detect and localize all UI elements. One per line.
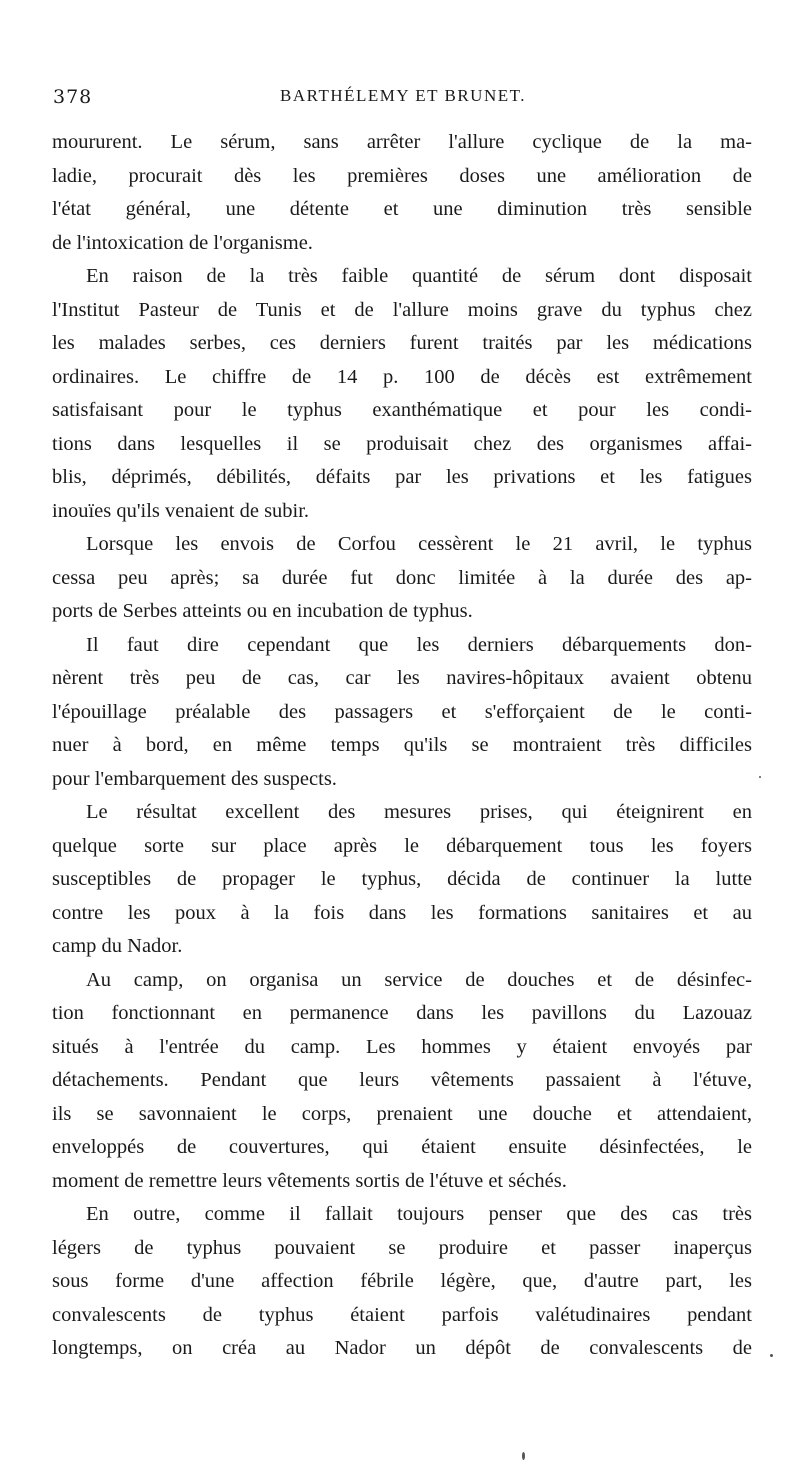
text-line: pour l'embarquement des suspects. — [52, 767, 337, 790]
scan-speck — [522, 1452, 525, 1460]
text-line: légers de typhus pouvaient se produire et passer inaperçus — [52, 1236, 752, 1259]
text-line: camp du Nador. — [52, 935, 183, 957]
text-line: l'état général, une détente et une diminution très sensible — [52, 198, 752, 220]
text-line: moment de remettre leurs vêtements sortis de l'étuve et séchés. — [52, 1169, 567, 1192]
text-line: Le résultat excellent des mesures prises, qui éteignirent en — [86, 801, 752, 823]
text-line: nuer à bord, en même temps qu'ils se montraient très difficiles — [52, 734, 752, 756]
text-line: ils se savonnaient le corps, prenaient une douche et attendaient, — [52, 1102, 752, 1125]
text-line: susceptibles de propager le typhus, décida de continuer la lutte — [52, 868, 752, 890]
text-line: quelque sorte sur place après le débarquement tous les foyers — [52, 834, 752, 857]
text-line: Il faut dire cependant que les derniers débarquements don- — [86, 633, 752, 656]
text-line: inouïes qu'ils venaient de subir. — [52, 499, 310, 522]
text-line: tions dans lesquelles il se produisait chez des organismes affai- — [52, 432, 752, 455]
text-line: situés à l'entrée du camp. Les hommes y étaient envoyés par — [52, 1035, 752, 1058]
text-line: cessa peu après; sa durée fut donc limitée à la durée des ap- — [52, 566, 752, 589]
text-line: satisfaisant pour le typhus exanthématique et pour les condi- — [52, 399, 752, 421]
text-line: l'épouillage préalable des passagers et s'efforçaient de le conti- — [52, 700, 752, 723]
text-line: Lorsque les envois de Corfou cessèrent le 21 avril, le typhus — [86, 533, 752, 555]
text-line: ports de Serbes atteints ou en incubation de typhus. — [52, 600, 473, 622]
text-line: contre les poux à la fois dans les formations sanitaires et au — [52, 901, 752, 924]
text-line: blis, déprimés, débilités, défaits par les privations et les fatigues — [52, 466, 752, 488]
text-line: les malades serbes, ces derniers furent traités par les médications — [52, 332, 752, 354]
text-line: nèrent très peu de cas, car les navires-hôpitaux avaient obtenu — [52, 667, 752, 689]
text-line: tion fonctionnant en permanence dans les pavillons du Lazouaz — [52, 1002, 752, 1024]
text-line: longtemps, on créa au Nador un dépôt de convalescents de — [52, 1337, 752, 1359]
body-text — [52, 126, 752, 1366]
text-line: En raison de la très faible quantité de sérum dont disposait — [86, 265, 752, 287]
text-line: moururent. Le sérum, sans arrêter l'allure cyclique de la ma- — [52, 131, 752, 153]
text-line: En outre, comme il fallait toujours penser que des cas très — [86, 1203, 752, 1225]
running-head: BARTHÉLEMY ET BRUNET. — [280, 86, 526, 105]
text-line: convalescents de typhus étaient parfois valétudinaires pendant — [52, 1303, 752, 1326]
scan-speck — [770, 1354, 773, 1357]
text-line: de l'intoxication de l'organisme. — [52, 231, 313, 254]
text-line: ordinaires. Le chiffre de 14 p. 100 de décès est extrêmement — [52, 365, 752, 388]
text-line: détachements. Pendant que leurs vêtements passaient à l'étuve, — [52, 1069, 752, 1091]
page-header — [53, 86, 753, 116]
scan-speck — [759, 776, 761, 778]
text-line: sous forme d'une affection fébrile légère, que, d'autre part, les — [52, 1270, 752, 1292]
text-line: ladie, procurait dès les premières doses une amélioration de — [52, 164, 752, 187]
text-line: enveloppés de couvertures, qui étaient ensuite désinfectées, le — [52, 1136, 752, 1158]
text-line: l'Institut Pasteur de Tunis et de l'allure moins grave du typhus chez — [52, 298, 752, 321]
page-number: 378 — [53, 86, 93, 108]
text-line: Au camp, on organisa un service de douches et de désinfec- — [86, 968, 752, 991]
